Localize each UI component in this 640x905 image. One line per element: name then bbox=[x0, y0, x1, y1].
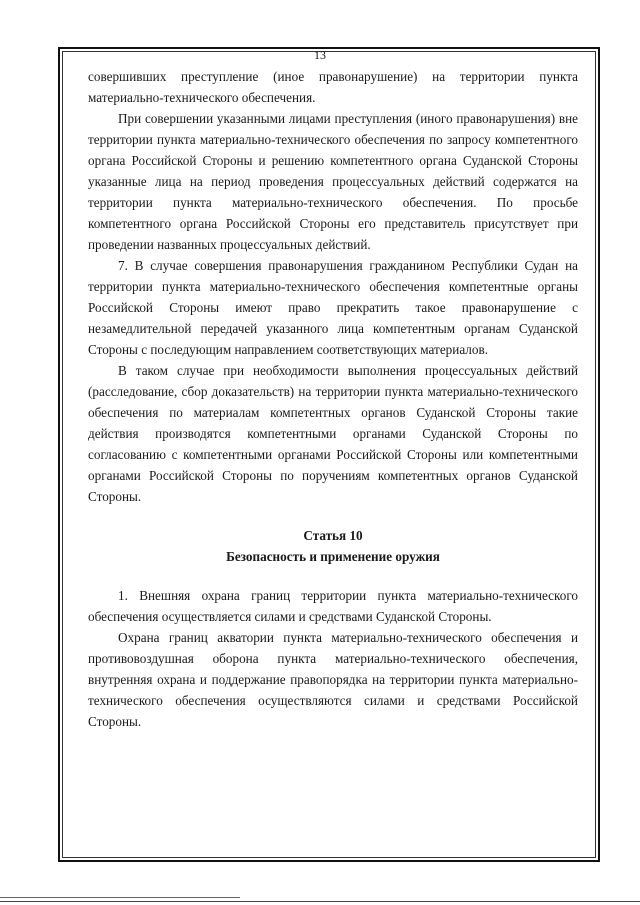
bottom-rule-short bbox=[0, 897, 240, 898]
page-number: 13 bbox=[314, 48, 326, 62]
bottom-rule bbox=[0, 901, 640, 902]
paragraph: Охрана границ акватории пункта материально-технического обеспечения и противовоздушная оборона пункта материально-технического обеспечения, внутренняя охрана и поддержание правопорядка на территории пункта материально-технического обеспечения осуществляются силами и средствами Российской Стороны. bbox=[88, 630, 578, 729]
document-body bbox=[88, 66, 578, 732]
paragraph-item-1: 1. Внешняя охрана границ территории пункта материально-технического обеспечения осуществляется силами и средствами Суданской Стороны. bbox=[88, 588, 578, 624]
paragraph: При совершении указанными лицами преступления (иного правонарушения) вне территории пункта материально-технического обеспечения по запросу компетентного органа Российской Стороны и решению компетентного органа Суданской Стороны указанные лица на период проведения процессуальных действий содержатся на территории пункта материально-технического обеспечения. По просьбе компетентного органа Российской Стороны его представитель присутствует при проведении названных процессуальных действий. bbox=[88, 111, 578, 252]
paragraph-item-7: 7. В случае совершения правонарушения гражданином Республики Судан на территории пункта материально-технического обеспечения компетентные органы Российской Стороны имеют право прекратить такое правонарушение с незамедлительной передачей указанного лица компетентным органам Суданской Стороны с последующим направлением соответствующих материалов. bbox=[88, 258, 578, 357]
article-number: Статья 10 bbox=[303, 528, 363, 543]
paragraph-continuation: совершивших преступление (иное правонарушение) на территории пункта материально-технического обеспечения. bbox=[88, 69, 578, 105]
article-title: Безопасность и применение оружия bbox=[226, 549, 440, 564]
paragraph: В таком случае при необходимости выполнения процессуальных действий (расследование, сбор доказательств) на территории пункта материально-технического обеспечения по материалам компетентных органов Суданской Стороны такие действия производятся компетентными органами Суданской Стороны по согласованию с компетентными органами Российской Стороны или компетентными органами Российской Стороны по поручениям компетентных органов Суданской Стороны. bbox=[88, 363, 578, 504]
